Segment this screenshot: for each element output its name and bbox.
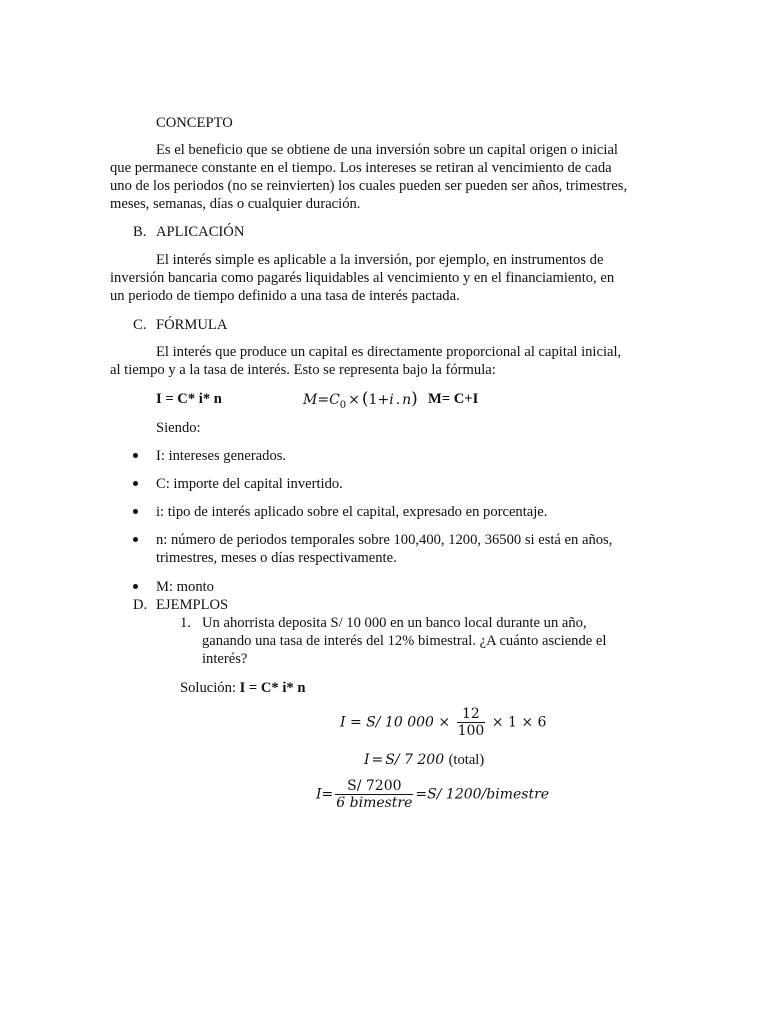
math-var: I (340, 714, 346, 731)
concepto-paragraph-line: que permanece constante en el tiempo. Los intereses se retiran al vencimiento de cada (110, 160, 612, 176)
equation-interest-calc (340, 706, 546, 739)
definition-item: I: intereses generados. (156, 448, 287, 464)
formula-paragraph-line: El interés que produce un capital es directamente proporcional al capital inicial, (156, 344, 622, 360)
math-note: (total) (448, 752, 485, 768)
math-var: M (303, 392, 318, 408)
math-var: I (364, 752, 370, 768)
math-var: C (329, 392, 340, 408)
section-heading-concepto: CONCEPTO (156, 115, 233, 131)
math-num: 1 (507, 714, 517, 731)
rate-fraction (457, 706, 486, 739)
concepto-paragraph-line: uno de los periodos (no se reinvierten) los cuales pueden ser pueden ser años, trimestres, (110, 178, 628, 194)
math-op: × (438, 714, 451, 731)
per-period-fraction (335, 778, 413, 811)
section-heading-formula: FÓRMULA (156, 317, 228, 333)
bullet-icon (133, 537, 138, 542)
math-paren: ) (411, 389, 418, 409)
math-op: = (415, 786, 428, 803)
example-text-line: Un ahorrista deposita S/ 10 000 en un banco local durante un año, (202, 615, 587, 631)
math-var: i (389, 392, 394, 408)
bullet-icon (133, 453, 138, 458)
aplicacion-paragraph-line: El interés simple es aplicable a la inversión, por ejemplo, en instrumentos de (156, 252, 604, 268)
bullet-icon (133, 509, 138, 514)
math-subscript: 0 (339, 399, 347, 411)
math-var: I (316, 786, 322, 803)
section-marker-d: D. (133, 597, 148, 613)
math-op: . (395, 392, 401, 408)
section-marker-c: C. (133, 317, 147, 333)
definition-item: n: número de periodos temporales sobre 100,400, 1200, 36500 si está en años, (156, 532, 613, 548)
math-op: × (521, 714, 534, 731)
definition-item: C: importe del capital invertido. (156, 476, 343, 492)
fraction-numerator: 12 (457, 706, 486, 723)
math-op: = (321, 786, 334, 803)
interest-formula: I = C* i* n (156, 391, 222, 407)
math-var: n (402, 392, 412, 408)
math-op: = (317, 392, 330, 408)
bullet-icon (133, 481, 138, 486)
fraction-denominator: 100 (457, 723, 485, 739)
math-value: S/ 7 200 (385, 752, 445, 768)
math-unit: bimestre (486, 786, 550, 803)
amount-sum-formula: M= C+I (428, 391, 479, 407)
math-op: = (371, 752, 384, 768)
definition-item: i: tipo de interés aplicado sobre el capital, expresado en porcentaje. (156, 504, 548, 520)
formula-paragraph-line: al tiempo y a la tasa de interés. Esto se representa bajo la fórmula: (110, 362, 496, 378)
math-op: = (349, 714, 362, 731)
solution-label: Solución: (180, 680, 240, 696)
definition-item: M: monto (156, 579, 214, 595)
example-number: 1. (180, 615, 191, 631)
equation-per-period (316, 778, 549, 811)
concepto-paragraph-line: Es el beneficio que se obtiene de una inversión sobre un capital origen o inicial (156, 142, 618, 158)
aplicacion-paragraph-line: inversión bancaria como pagarés liquidables al vencimiento y en el financiamiento, en (110, 270, 615, 286)
example-text-line: ganando una tasa de interés del 12% bimestral. ¿A cuánto asciende el (202, 633, 607, 649)
section-heading-aplicacion: APLICACIÓN (156, 224, 245, 240)
math-num: 1 (368, 392, 378, 408)
concepto-paragraph-line: meses, semanas, días o cualquier duración. (110, 196, 361, 212)
aplicacion-paragraph-line: un periodo de tiempo definido a una tasa de interés pactada. (110, 288, 460, 304)
math-value: S/ 10 000 (366, 714, 434, 731)
siendo-label: Siendo: (156, 420, 201, 436)
section-marker-b: B. (133, 224, 147, 240)
solution-line (180, 679, 306, 697)
fraction-denominator: 6 bimestre (336, 795, 413, 811)
bullet-icon (133, 584, 138, 589)
example-text-line: interés? (202, 651, 248, 667)
fraction-numerator: S/ 7200 (335, 778, 413, 795)
math-paren: ( (361, 389, 369, 409)
equation-total-interest (364, 751, 484, 769)
solution-formula: I = C* i* n (239, 680, 306, 696)
definition-item-continuation: trimestres, meses o días respectivamente. (156, 550, 397, 566)
amount-formula-math (303, 390, 418, 415)
math-op: + (377, 392, 390, 408)
math-op: × (348, 392, 360, 408)
math-op: × (491, 714, 504, 731)
section-heading-ejemplos: EJEMPLOS (156, 597, 229, 613)
math-num: 6 (537, 714, 547, 731)
math-value: S/ 1200/ (427, 786, 487, 803)
